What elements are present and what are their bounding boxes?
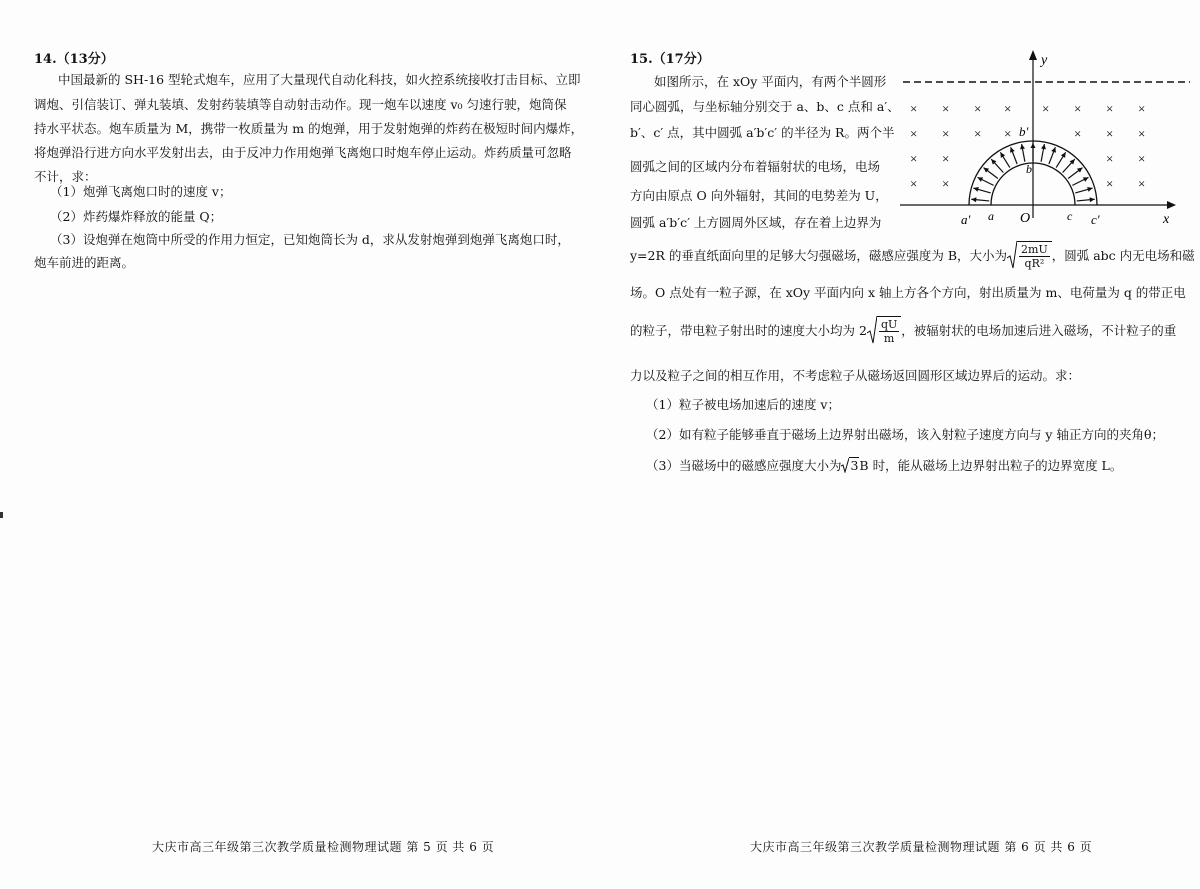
y-axis-arrow (1029, 50, 1037, 60)
field-cross-1-5: × (1074, 126, 1082, 141)
field-cross-0-1: × (942, 101, 950, 116)
field-cross-1-7: × (1138, 126, 1146, 141)
field-cross-3-0: × (910, 176, 918, 191)
q15-heading: 15.（17分） (630, 52, 710, 67)
label-a: a (988, 209, 994, 223)
q15-line-9-a: 的粒子，带电粒子射出时的速度大小均为 2 (630, 323, 867, 338)
field-diagram (895, 48, 1195, 238)
page-left (34, 0, 582, 889)
q14-item-3: （3）设炮弹在炮筒中所受的作用力恒定，已知炮筒长为 d，求从发射炮弹到炮弹飞离炮口时， (50, 232, 570, 247)
x-axis-arrow (1167, 201, 1176, 209)
q15-item-3-a: （3）当磁场中的磁感应强度大小为 (646, 458, 842, 473)
q14-item-1: （1）炮弹飞离炮口时的速度 v； (50, 184, 232, 199)
field-cross-0-6: × (1106, 101, 1114, 116)
field-cross-1-1: × (942, 126, 950, 141)
field-arrow-head-9 (1020, 144, 1025, 149)
q15-line-5: 方向由原点 O 向外辐射，其间的电势差为 U， (630, 188, 888, 203)
field-cross-0-7: × (1138, 101, 1146, 116)
field-cross-0-0: × (910, 101, 918, 116)
page-right (630, 0, 1195, 889)
label-b: b (1026, 162, 1032, 176)
label-b-prime: b′ (1019, 124, 1029, 139)
scan-mark (0, 512, 3, 518)
sqrt-2mU-over-qR2 (1007, 240, 1052, 270)
q15-line-7-b: ，圆弧 abc 内无电场和磁 (1051, 248, 1195, 263)
q15-line-3: b′、c′ 点，其中圆弧 a′b′c′ 的半径为 R。两个半 (630, 125, 895, 140)
q15-line-2: 同心圆弧，与坐标轴分别交于 a、b、c 点和 a′、 (630, 99, 900, 114)
q14-line-4: 将炮弹沿行进方向水平发射出去，由于反冲力作用炮弹飞离炮口时炮车停止运动。炸药质量可忽略 (34, 145, 572, 160)
field-cross-1-0: × (910, 126, 918, 141)
field-cross-3-7: × (1138, 176, 1146, 191)
q15-item-2: （2）如有粒子能够垂直于磁场上边界射出磁场，该入射粒子速度方向与 y 轴正方向的夹角θ； (646, 427, 1164, 442)
q15-line-7 (630, 240, 1195, 270)
q15-line-7-a: y=2R 的垂直纸面向里的足够大匀强磁场，磁感应强度为 B，大小为 (630, 248, 1008, 263)
q14-line-1: 中国最新的 SH-16 型轮式炮车，应用了大量现代自动化科技，如火控系统接收打击目标、立即 (58, 72, 581, 87)
q15-line-1: 如图所示，在 xOy 平面内，有两个半圆形 (654, 74, 887, 89)
label-c: c (1067, 209, 1073, 223)
q15-item-3-b: B 时，能从磁场上边界射出粒子的边界宽度 L。 (859, 458, 1123, 473)
q15-line-6: 圆弧 a′b′c′ 上方圆周外区域，存在着上边界为 (630, 215, 882, 230)
field-arrow-head-0 (1090, 197, 1095, 202)
q14-line-5: 不计，求： (34, 169, 97, 184)
field-cross-1-3: × (1004, 126, 1012, 141)
q15-line-9 (630, 315, 1176, 345)
label-c-prime: c′ (1091, 212, 1100, 227)
q15-line-10: 力以及粒子之间的相互作用，不考虑粒子从磁场返回圆形区域边界后的运动。求： (630, 368, 1081, 383)
q14-line-2: 调炮、引信装订、弹丸装填、发射药装填等自动射击动作。现一炮车以速度 v₀ 匀速行驶，炮筒保 (34, 97, 567, 112)
q15-item-1: （1）粒子被电场加速后的速度 v； (646, 397, 840, 412)
q14-item-2: （2）炸药爆炸释放的能量 Q； (50, 209, 223, 224)
field-cross-0-5: × (1074, 101, 1082, 116)
field-arrow-head-7 (1041, 144, 1046, 149)
field-cross-0-4: × (1042, 101, 1050, 116)
field-cross-2-1: × (942, 151, 950, 166)
footer-right: 大庆市高三年级第三次教学质量检测物理试题 第 6 页 共 6 页 (750, 840, 1093, 854)
y-axis-label: y (1041, 53, 1048, 68)
field-cross-3-6: × (1106, 176, 1114, 191)
q15-line-9-b: ，被辐射状的电场加速后进入磁场，不计粒子的重 (901, 323, 1177, 338)
sqrt-3 (841, 457, 859, 473)
frac-den-m: m (883, 331, 895, 345)
origin-label: O (1020, 211, 1031, 226)
frac-num-2mU: 2mU (1021, 242, 1048, 256)
field-cross-0-2: × (974, 101, 982, 116)
sqrt-3-value: 3 (850, 458, 859, 473)
field-cross-3-1: × (942, 176, 950, 191)
field-arrow-head-8 (1031, 143, 1036, 148)
q15-item-3 (646, 456, 1122, 474)
q14-item-3-cont: 炮车前进的距离。 (34, 255, 135, 270)
q15-line-8: 场。O 点处有一粒子源，在 xOy 平面内向 x 轴上方各个方向，射出质量为 m、电荷量为 q 的带正电 (630, 285, 1186, 300)
field-cross-2-7: × (1138, 151, 1146, 166)
footer-left: 大庆市高三年级第三次教学质量检测物理试题 第 5 页 共 6 页 (152, 840, 495, 854)
q14-line-3: 持水平状态。炮车质量为 M，携带一枚质量为 m 的炮弹，用于发射炮弹的炸药在极短时间内爆炸， (34, 121, 584, 136)
field-arrow-head-16 (971, 197, 976, 202)
frac-den-qR2: qR² (1024, 256, 1045, 270)
field-cross-0-3: × (1004, 101, 1012, 116)
q15-line-4: 圆弧之间的区域内分布着辐射状的电场，电场 (630, 159, 881, 174)
field-cross-2-0: × (910, 151, 918, 166)
label-a-prime: a′ (961, 212, 971, 227)
x-axis-label: x (1163, 212, 1170, 227)
frac-num-qU: qU (880, 317, 898, 331)
field-cross-2-6: × (1106, 151, 1114, 166)
sqrt-qU-over-m (867, 315, 901, 345)
field-cross-1-6: × (1106, 126, 1114, 141)
magnetic-field-crosses (910, 101, 1145, 191)
q14-heading: 14.（13分） (34, 52, 114, 67)
field-cross-1-2: × (974, 126, 982, 141)
